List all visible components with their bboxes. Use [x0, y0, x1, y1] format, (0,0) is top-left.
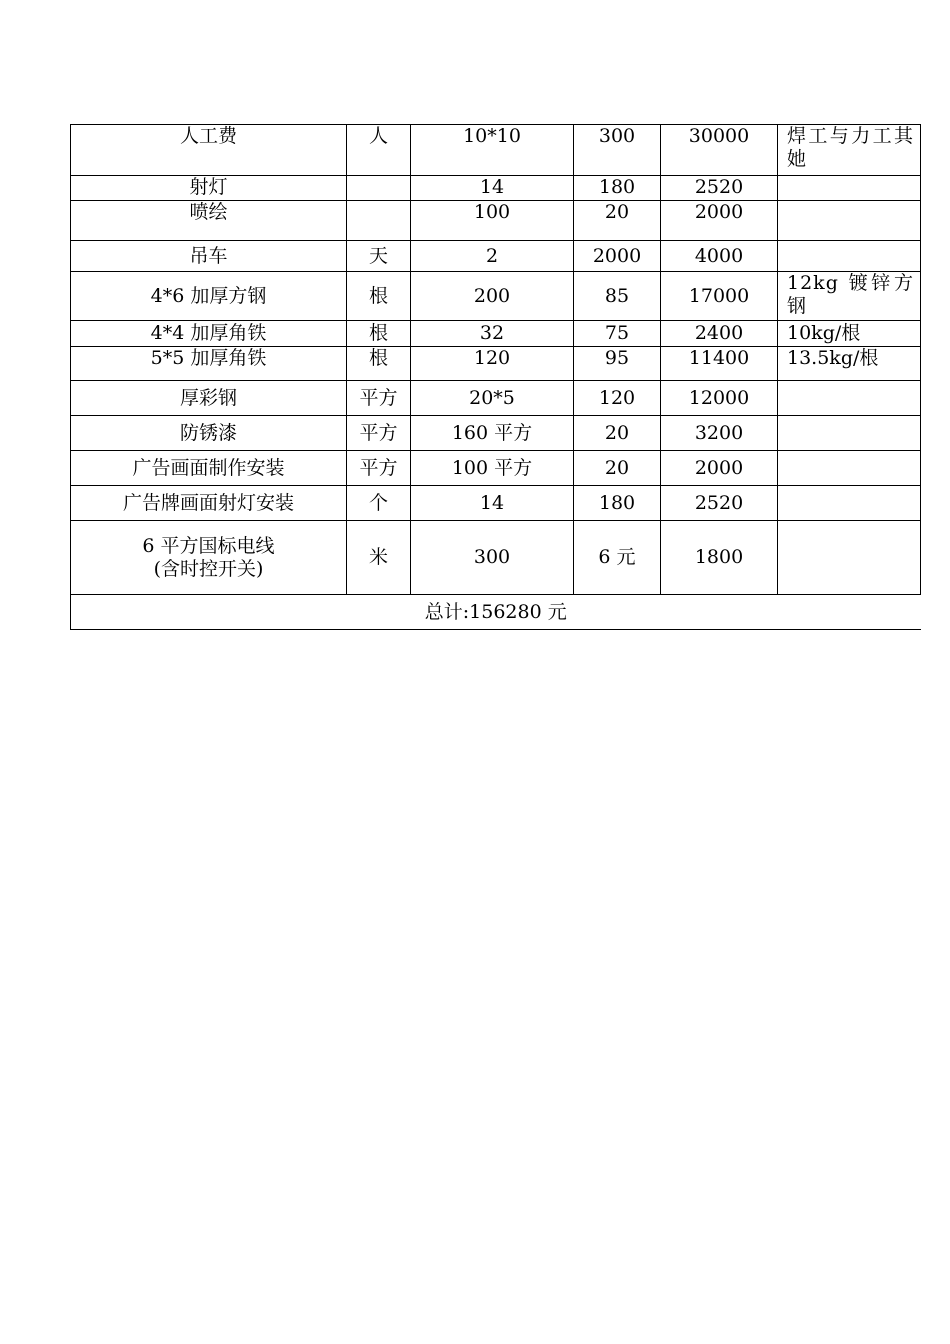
price-cell: 180 [574, 176, 661, 201]
table-row [71, 381, 921, 416]
qty-cell: 20*5 [411, 381, 574, 416]
unit-cell [347, 201, 411, 241]
note-cell [778, 521, 921, 595]
unit-cell: 根 [347, 272, 411, 321]
qty-cell: 10*10 [411, 125, 574, 176]
qty-cell: 300 [411, 521, 574, 595]
amount-cell: 4000 [661, 241, 778, 272]
note-cell [778, 486, 921, 521]
unit-cell: 人 [347, 125, 411, 176]
unit-cell: 平方 [347, 451, 411, 486]
qty-cell: 160 平方 [411, 416, 574, 451]
amount-cell: 2400 [661, 321, 778, 347]
table-row [71, 272, 921, 321]
qty-cell: 200 [411, 272, 574, 321]
item-cell [71, 521, 347, 595]
unit-cell: 平方 [347, 416, 411, 451]
unit-cell: 米 [347, 521, 411, 595]
price-cell: 85 [574, 272, 661, 321]
unit-cell: 平方 [347, 381, 411, 416]
note-cell: 13.5kg/根 [778, 347, 921, 381]
item-line-2: (含时控开关) [153, 557, 264, 580]
cost-sheet [70, 124, 920, 630]
item-cell: 防锈漆 [71, 416, 347, 451]
unit-cell: 个 [347, 486, 411, 521]
table-row [71, 321, 921, 347]
table-row [71, 416, 921, 451]
item-cell: 吊车 [71, 241, 347, 272]
qty-cell: 100 平方 [411, 451, 574, 486]
qty-cell: 14 [411, 486, 574, 521]
unit-cell: 根 [347, 347, 411, 381]
note-cell [778, 416, 921, 451]
note-cell [778, 201, 921, 241]
unit-cell: 天 [347, 241, 411, 272]
amount-cell: 17000 [661, 272, 778, 321]
total-row [71, 595, 921, 630]
price-cell: 20 [574, 451, 661, 486]
amount-cell: 30000 [661, 125, 778, 176]
item-cell: 厚彩钢 [71, 381, 347, 416]
amount-cell: 2000 [661, 451, 778, 486]
amount-cell: 2520 [661, 486, 778, 521]
price-cell: 95 [574, 347, 661, 381]
table-row [71, 451, 921, 486]
amount-cell: 1800 [661, 521, 778, 595]
note-cell [778, 241, 921, 272]
note-cell: 12kg 镀锌方钢 [778, 272, 921, 321]
cost-table [70, 124, 921, 630]
unit-cell: 根 [347, 321, 411, 347]
price-cell: 300 [574, 125, 661, 176]
qty-cell: 100 [411, 201, 574, 241]
item-cell: 人工费 [71, 125, 347, 176]
price-cell: 2000 [574, 241, 661, 272]
table-row [71, 176, 921, 201]
price-cell: 6 元 [574, 521, 661, 595]
price-cell: 120 [574, 381, 661, 416]
item-line-1: 6 平方国标电线 [142, 534, 275, 557]
table-row [71, 486, 921, 521]
qty-cell: 32 [411, 321, 574, 347]
unit-cell [347, 176, 411, 201]
table-row [71, 125, 921, 176]
price-cell: 20 [574, 201, 661, 241]
item-cell: 4*6 加厚方钢 [71, 272, 347, 321]
qty-cell: 120 [411, 347, 574, 381]
price-cell: 180 [574, 486, 661, 521]
table-row [71, 521, 921, 595]
total-cell: 总计:156280 元 [71, 595, 921, 630]
amount-cell: 2000 [661, 201, 778, 241]
item-cell: 广告牌画面射灯安装 [71, 486, 347, 521]
qty-cell: 2 [411, 241, 574, 272]
note-cell [778, 176, 921, 201]
amount-cell: 3200 [661, 416, 778, 451]
price-cell: 75 [574, 321, 661, 347]
amount-cell: 12000 [661, 381, 778, 416]
item-cell: 5*5 加厚角铁 [71, 347, 347, 381]
amount-cell: 11400 [661, 347, 778, 381]
amount-cell: 2520 [661, 176, 778, 201]
note-cell: 焊工与力工其她 [778, 125, 921, 176]
table-row [71, 241, 921, 272]
note-cell [778, 381, 921, 416]
table-row [71, 201, 921, 241]
item-cell: 喷绘 [71, 201, 347, 241]
item-cell: 射灯 [71, 176, 347, 201]
item-cell: 4*4 加厚角铁 [71, 321, 347, 347]
table-row [71, 347, 921, 381]
price-cell: 20 [574, 416, 661, 451]
note-cell: 10kg/根 [778, 321, 921, 347]
qty-cell: 14 [411, 176, 574, 201]
item-cell: 广告画面制作安装 [71, 451, 347, 486]
note-cell [778, 451, 921, 486]
